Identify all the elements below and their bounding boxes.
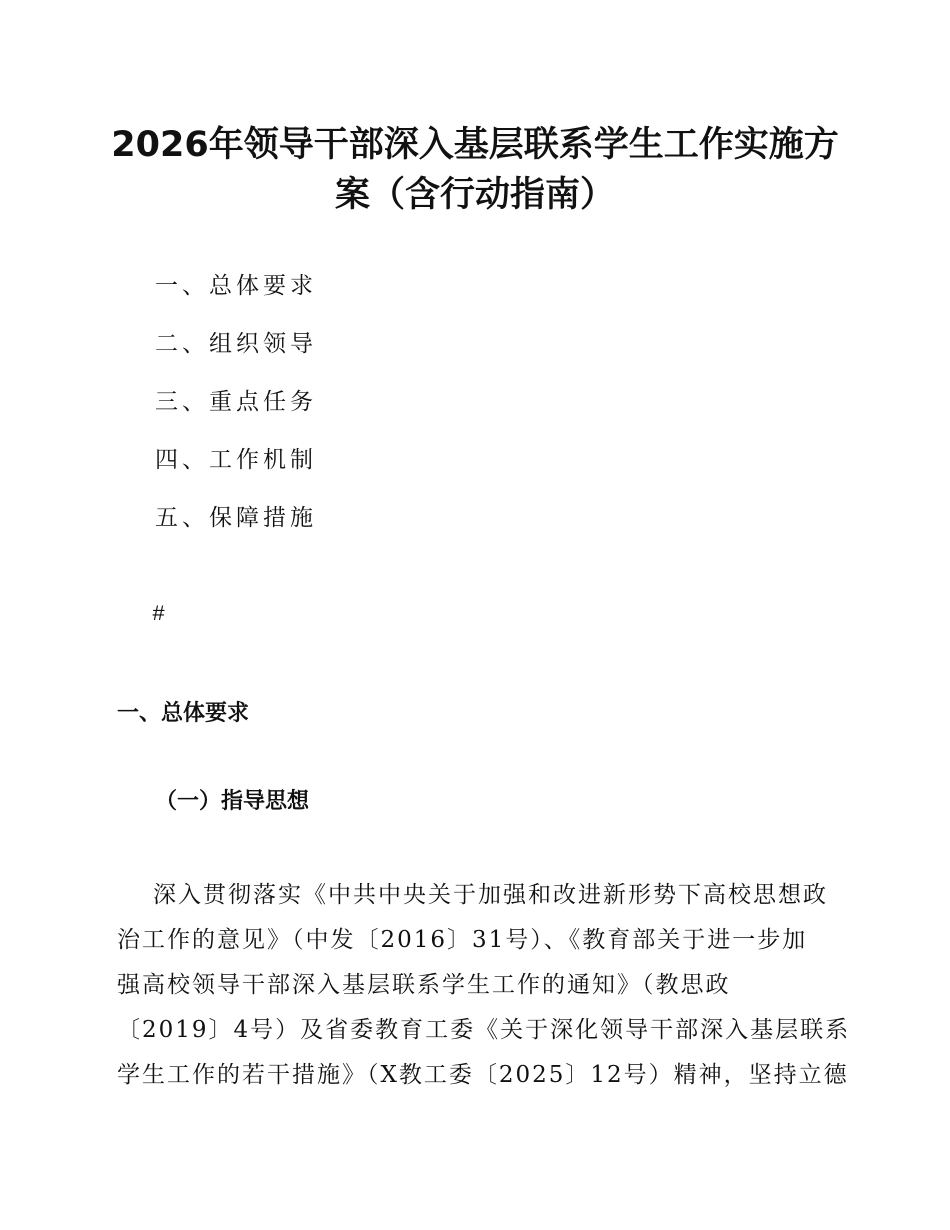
paragraph-line: 学生工作的若干措施》（X教工委〔2025〕12号）精神，坚持立德 — [117, 1062, 849, 1088]
title-line-2: 案（含行动指南） — [334, 175, 615, 215]
paragraph-line: 〔2019〕4号）及省委教育工委《关于深化领导干部深入基层联系 — [117, 1017, 851, 1043]
paragraph-line: 强高校领导干部深入基层联系学生工作的通知》（教思政 — [117, 972, 731, 998]
subsection-heading: （一）指导思想 — [155, 789, 310, 814]
section-heading: 一、总体要求 — [117, 701, 250, 726]
toc-item-2: 二、组织领导 — [155, 331, 317, 357]
title-line-1: 2026年领导干部深入基层联系学生工作实施方 — [111, 125, 839, 165]
toc-item-4: 四、工作机制 — [155, 447, 317, 473]
document-title — [110, 120, 840, 220]
separator-mark: # — [152, 602, 166, 627]
body-paragraph — [117, 873, 851, 1098]
paragraph-line: 治工作的意见》（中发〔2016〕31号）、《教育部关于进一步加 — [117, 927, 808, 953]
toc-item-3: 三、重点任务 — [155, 389, 317, 415]
toc-item-5: 五、保障措施 — [155, 505, 317, 531]
paragraph-line: 深入贯彻落实《中共中央关于加强和改进新形势下高校思想政 — [153, 882, 828, 908]
toc-item-1: 一、总体要求 — [155, 273, 317, 299]
table-of-contents — [155, 266, 317, 556]
